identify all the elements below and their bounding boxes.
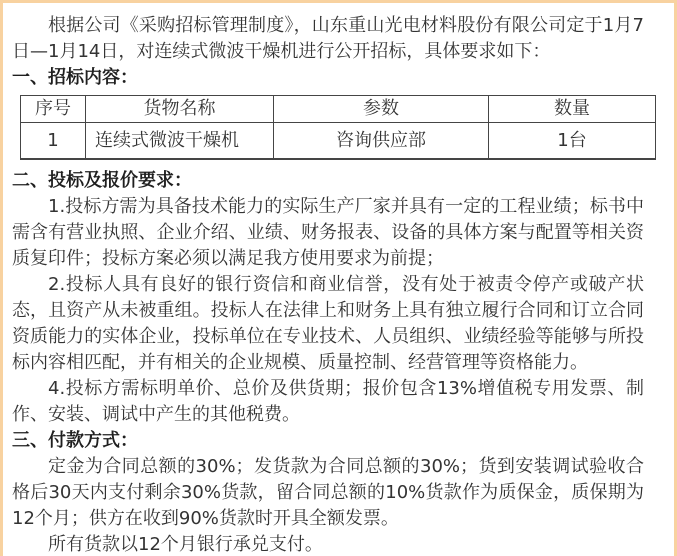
bid-requirement-paragraph-1: 1.投标方需为具备技术能力的实际生产厂家并具有一定的工程业绩；标书中需含有营业执照、企业介绍、业绩、财务报表、设备的具体方案与配置等相关资质复印件；投标方案必须以满足我方使用要求为前提； [12,196,644,269]
intro-paragraph: 根据公司《采购招标管理制度》，山东重山光电材料股份有限公司定于1月7日—1月14日，对连续式微波干燥机进行公开招标，具体要求如下： [12,15,644,62]
section-heading-payment-method: 三、付款方式： [12,430,138,451]
table-row [21,123,656,160]
column-header-serial-number: 序号 [21,96,86,123]
section-heading-bid-requirements: 二、投标及报价要求： [12,170,192,191]
cell-quantity: 1台 [489,123,656,160]
cell-goods-name: 连续式微波干燥机 [86,123,274,160]
bid-requirement-paragraph-3: 4.投标方需标明单价、总价及供货期；报价包含13%增值税专用发票、制作、安装、调试中产生的其他税费。 [12,378,644,425]
bid-items-table [20,95,656,160]
section-heading-bid-content: 一、招标内容： [12,67,138,88]
cell-serial-number: 1 [21,123,86,160]
payment-acceptance-paragraph: 所有货款以12个月银行承兑支付。 [48,534,323,555]
column-header-goods-name: 货物名称 [86,96,274,123]
cell-parameters: 咨询供应部 [274,123,489,160]
bid-requirement-paragraph-2: 2.投标人具有良好的银行资信和商业信誉，没有处于被责令停产或破产状态，且资产从未被重组。投标人在法律上和财务上具有独立履行合同和订立合同资质能力的实体企业，投标单位在专业技术、人员组织、业绩经验等能够与所投标内容相匹配，并有相关的企业规模、质量控制、经营管理等资格能力。 [12,274,644,373]
column-header-quantity: 数量 [489,96,656,123]
payment-terms-paragraph: 定金为合同总额的30%；发货款为合同总额的30%；货到安装调试验收合格后30天内支付剩余30%货款，留合同总额的10%货款作为质保金，质保期为12个月；供方在收到90%货款时开具全额发票。 [12,456,644,529]
column-header-parameters: 参数 [274,96,489,123]
table-header-row [21,96,656,123]
